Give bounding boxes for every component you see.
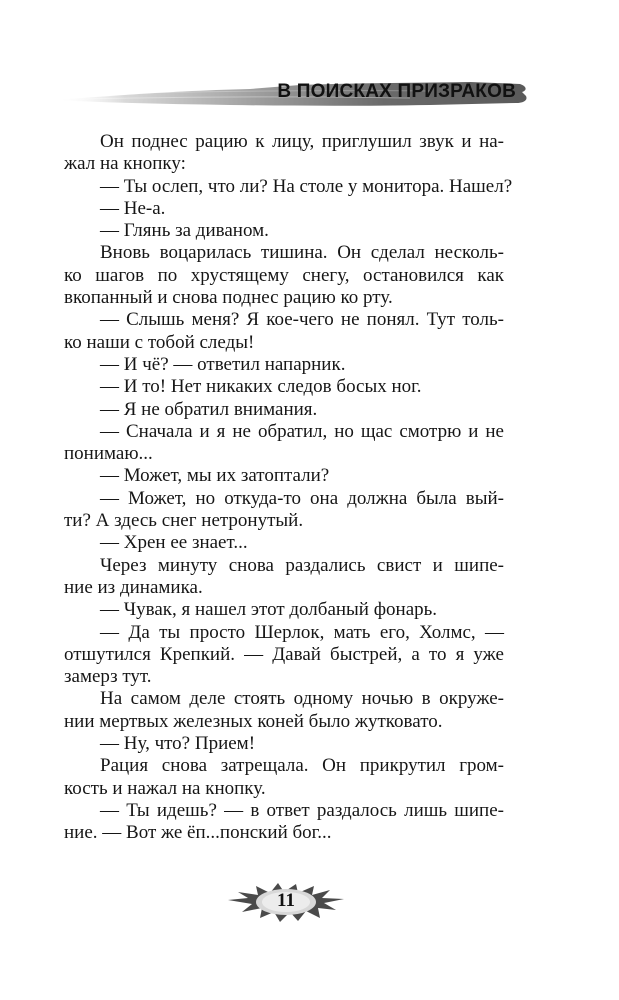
- text-line: — Ты ослеп, что ли? На столе у монитора. Нашел?: [100, 175, 513, 197]
- text-line: На самом деле стоять одному ночью в окруже-: [100, 688, 504, 710]
- text-line: — Сначала и я не обратил, но щас смотрю и не: [100, 420, 504, 442]
- text-line: ти? А здесь снег нетронутый.: [64, 510, 304, 532]
- text-line: ко наши с тобой следы!: [64, 331, 255, 353]
- text-line: — Может, но откуда-то она должна была вый-: [100, 487, 504, 509]
- text-line: отшутился Крепкий. — Давай быстрей, а то я уже: [64, 643, 504, 665]
- text-line: замерз тут.: [64, 666, 152, 688]
- text-line: Рация снова затрещала. Он прикрутил гром-: [100, 755, 504, 777]
- text-line: вкопанный и снова поднес рацию ко рту.: [64, 287, 393, 309]
- text-line: — Слышь меня? Я кое-чего не понял. Тут толь-: [100, 309, 504, 331]
- text-line: Вновь воцарилась тишина. Он сделал несколь-: [100, 242, 504, 264]
- text-line: Он поднес рацию к лицу, приглушил звук и на-: [100, 131, 504, 152]
- text-line: понимаю...: [64, 443, 153, 465]
- text-line: — Ну, что? Прием!: [100, 733, 256, 755]
- running-header: [50, 78, 530, 110]
- text-line: — Я не обратил внимания.: [100, 398, 318, 420]
- text-line: нии мертвых железных коней было жутковато.: [64, 710, 443, 732]
- text-line: Через минуту снова раздались свист и шипе-: [100, 554, 504, 576]
- text-line: ние из динамика.: [64, 576, 203, 598]
- text-line: — Хрен ее знает...: [100, 532, 248, 554]
- text-line: — Глянь за диваном.: [100, 220, 269, 242]
- text-line: жал на кнопку:: [64, 153, 186, 175]
- body-text: [64, 131, 513, 845]
- text-line: — Ты идешь? — в ответ раздалось лишь шипе-: [100, 799, 504, 821]
- page-footer: [226, 880, 346, 924]
- running-title: В ПОИСКАХ ПРИЗРАКОВ: [277, 81, 516, 102]
- text-line: — Может, мы их затоптали?: [100, 465, 330, 487]
- text-line: — Чувак, я нашел этот долбаный фонарь.: [100, 599, 438, 621]
- text-line: — И то! Нет никаких следов босых ног.: [100, 376, 422, 398]
- text-line: — Да ты просто Шерлок, мать его, Холмс, —: [100, 621, 504, 643]
- text-line: ко шагов по хрустящему снегу, остановился как: [64, 264, 504, 286]
- text-line: ние. — Вот же ёп...понский бог...: [64, 822, 332, 844]
- text-line: кость и нажал на кнопку.: [64, 777, 266, 799]
- text-line: — И чё? — ответил напарник.: [100, 353, 346, 375]
- text-line: — Не-а.: [100, 197, 166, 219]
- page-number: 11: [277, 890, 295, 911]
